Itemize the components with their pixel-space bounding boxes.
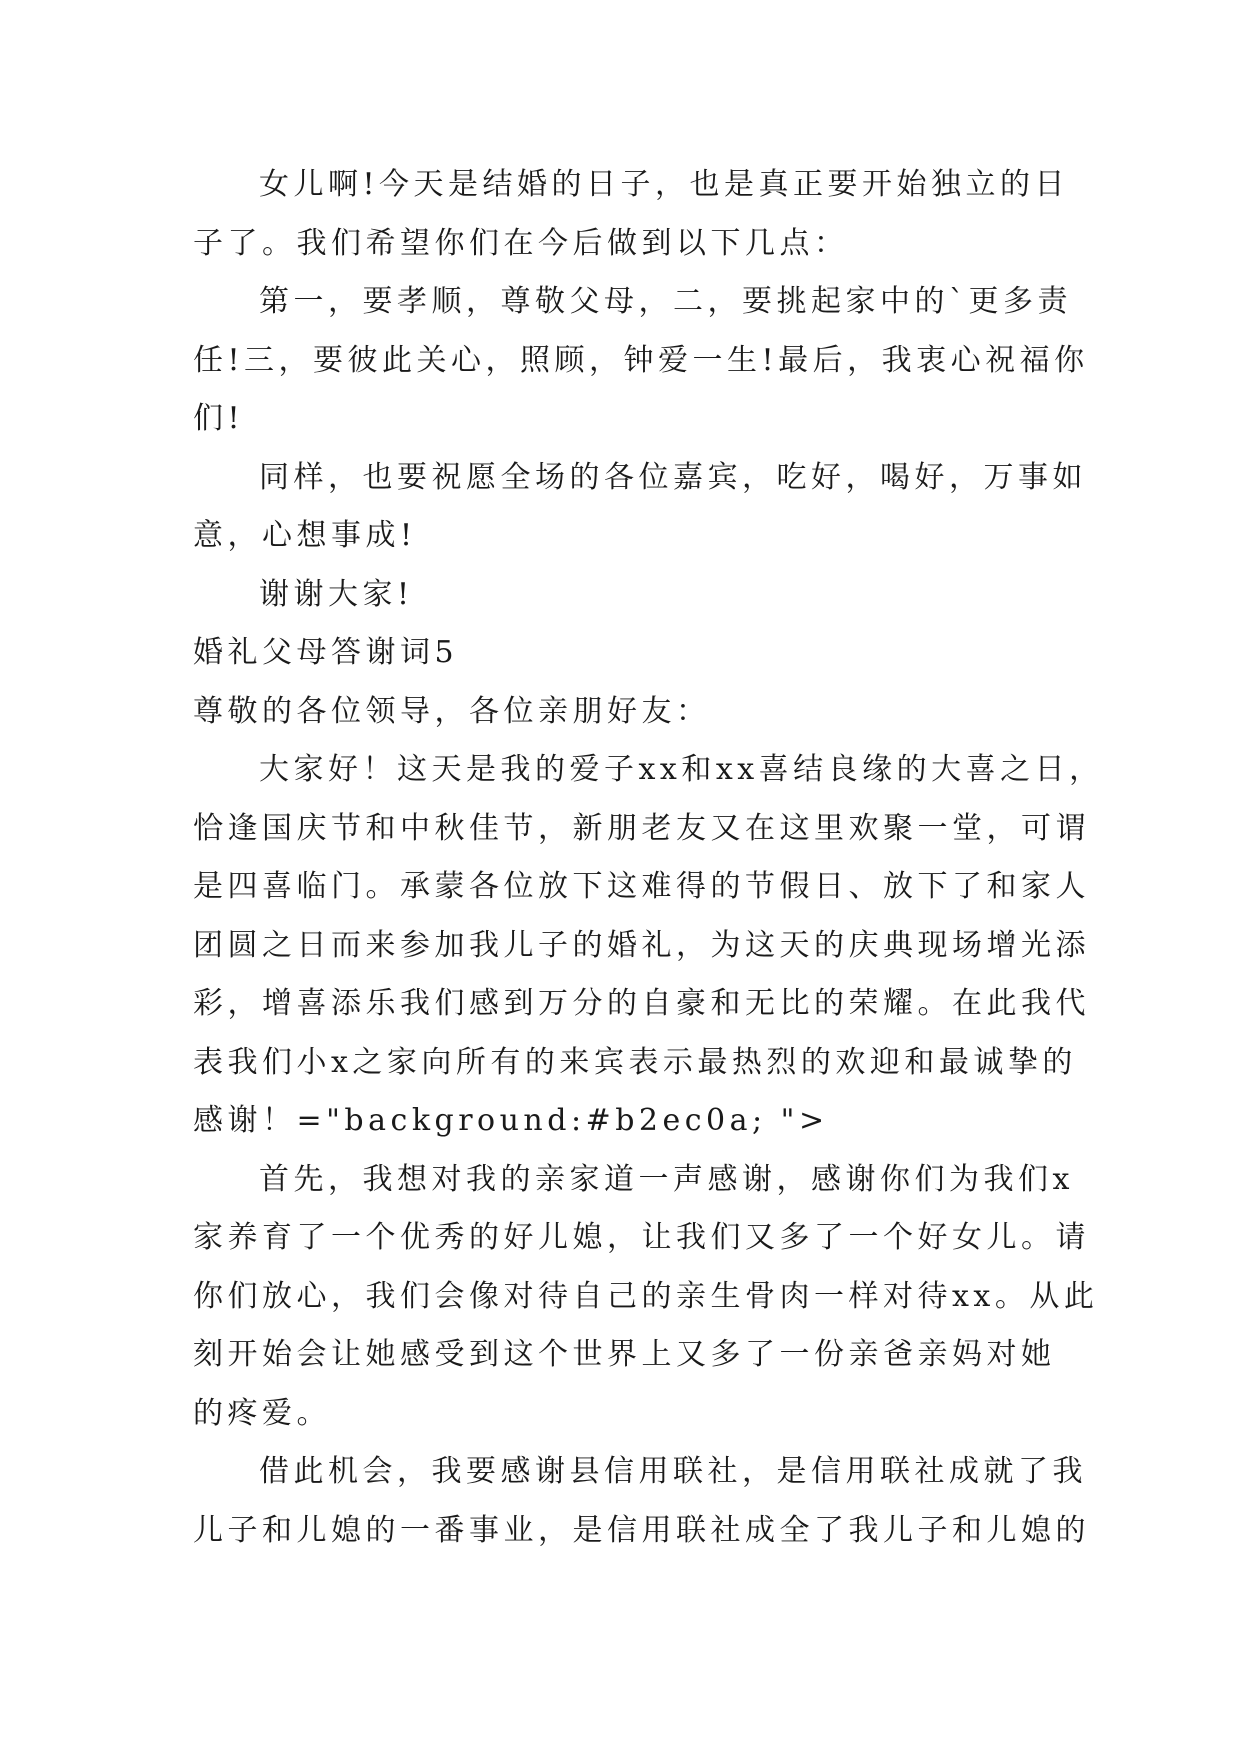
text-line: 们! xyxy=(193,401,245,436)
text-line: 大家好！这天是我的爱子xx和xx喜结良缘的大喜之日， xyxy=(259,752,1104,787)
document-body xyxy=(193,156,1104,1560)
text-line: 谢谢大家! xyxy=(259,576,414,612)
text-line: 的疼爱。 xyxy=(193,1395,331,1431)
text-line: 团圆之日而来参加我儿子的婚礼，为这天的庆典现场增光添 xyxy=(193,927,1090,963)
text-line: 彩，增喜添乐我们感到万分的自豪和无比的荣耀。在此我代 xyxy=(193,986,1090,1021)
text-line: 家养育了一个优秀的好儿媳，让我们又多了一个好女儿。请 xyxy=(193,1220,1090,1255)
text-line: 表我们小x之家向所有的来宾表示最热烈的欢迎和最诚挚的 xyxy=(193,1044,1077,1080)
text-line: 意，心想事成! xyxy=(193,518,417,553)
text-line: 借此机会，我要感谢县信用联社，是信用联社成就了我 xyxy=(259,1454,1087,1489)
text-line: 刻开始会让她感受到这个世界上又多了一份亲爸亲妈对她 xyxy=(193,1337,1056,1372)
text-line: 是四喜临门。承蒙各位放下这难得的节假日、放下了和家人 xyxy=(193,869,1090,904)
section-heading: 婚礼父母答谢词5 xyxy=(193,635,459,670)
text-line: 第一，要孝顺，尊敬父母，二，要挑起家中的`更多责 xyxy=(259,284,1072,319)
salutation: 尊敬的各位领导，各位亲朋好友： xyxy=(193,693,711,729)
text-line: 恰逢国庆节和中秋佳节，新朋老友又在这里欢聚一堂，可谓 xyxy=(193,810,1090,846)
text-line: 任!三，要彼此关心，照顾，钟爱一生!最后，我衷心祝福你 xyxy=(193,342,1089,378)
text-line: 感谢！="background:#b2ec0a; "> xyxy=(193,1103,829,1138)
text-line: 子了。我们希望你们在今后做到以下几点： xyxy=(193,225,849,261)
text-line: 你们放心，我们会像对待自己的亲生骨肉一样对待xx。从此 xyxy=(193,1278,1099,1314)
text-line: 女儿啊!今天是结婚的日子，也是真正要开始独立的日 xyxy=(259,167,1070,202)
text-line: 儿子和儿媳的一番事业，是信用联社成全了我儿子和儿媳的 xyxy=(193,1512,1090,1548)
text-line: 同样，也要祝愿全场的各位嘉宾，吃好，喝好，万事如 xyxy=(259,459,1087,495)
text-line: 首先，我想对我的亲家道一声感谢，感谢你们为我们x xyxy=(259,1161,1074,1197)
